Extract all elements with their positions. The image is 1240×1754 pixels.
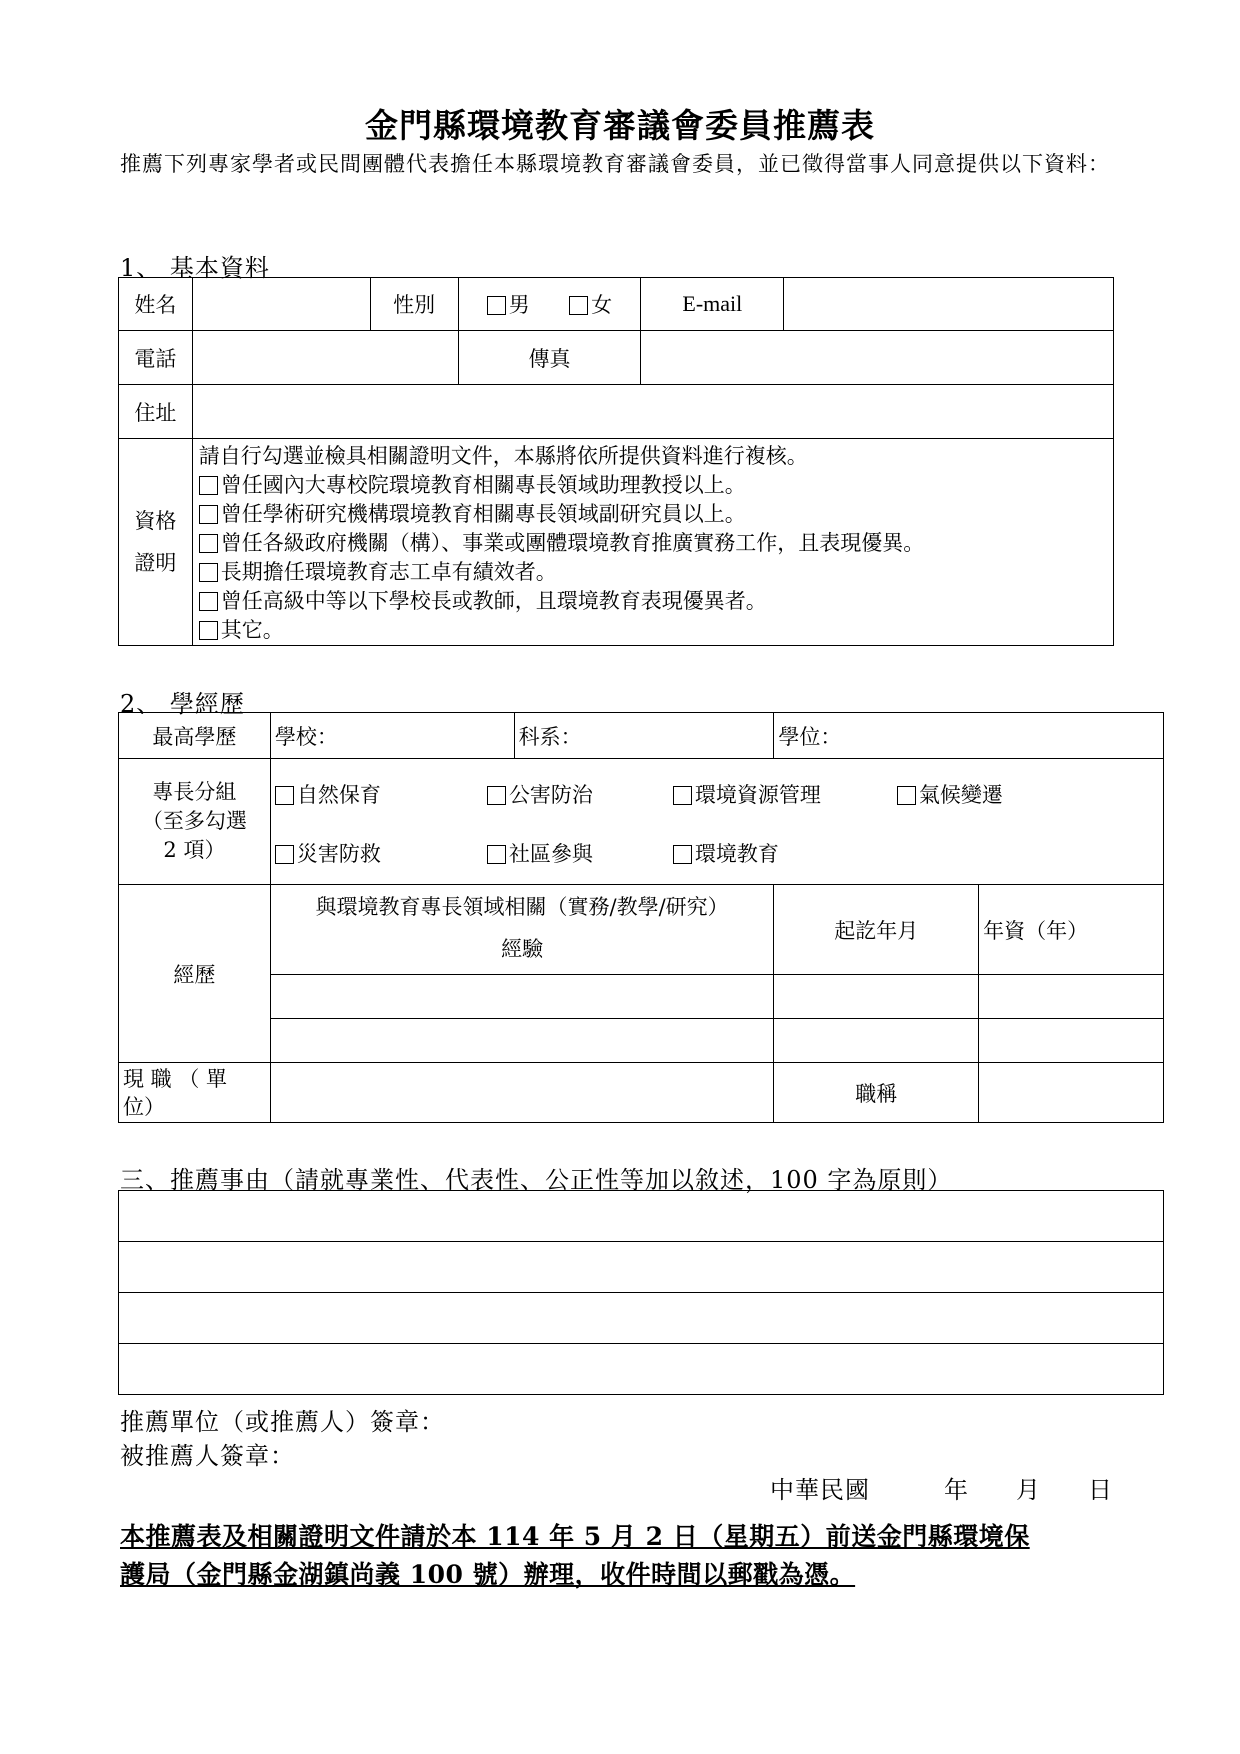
specialty-checkbox[interactable] [275, 786, 294, 805]
specialty-checkbox[interactable] [673, 845, 692, 864]
period-field[interactable] [774, 1019, 979, 1063]
female-checkbox[interactable] [569, 296, 588, 315]
gender-label: 性別 [370, 278, 458, 331]
qual-item[interactable]: 曾任高級中等以下學校長或教師，且環境教育表現優異者。 [193, 587, 1113, 616]
qual-checkbox[interactable] [199, 505, 218, 524]
specialty-item[interactable]: 公害防治 [487, 779, 593, 809]
experience-label: 經歷 [119, 885, 271, 1063]
fax-field[interactable] [641, 331, 1114, 385]
years-field[interactable] [979, 1019, 1164, 1063]
reason-table [118, 1190, 1164, 1395]
qualification-label: 資格 證明 [119, 439, 193, 646]
gender-options [458, 278, 641, 331]
years-label: 年資（年） [979, 885, 1164, 975]
job-title-label: 職稱 [774, 1063, 979, 1123]
specialty-checkbox[interactable] [487, 786, 506, 805]
experience-field[interactable] [270, 1019, 773, 1063]
date-year: 年 [944, 1476, 969, 1504]
specialty-item[interactable]: 社區參與 [487, 838, 593, 868]
specialty-checkbox[interactable] [487, 845, 506, 864]
female-label: 女 [591, 293, 613, 317]
date-month: 月 [1016, 1476, 1041, 1504]
male-checkbox[interactable] [487, 296, 506, 315]
email-field[interactable] [784, 278, 1114, 331]
qual-item[interactable]: 其它。 [193, 616, 1113, 645]
section1-heading: 1、 基本資料 [120, 254, 270, 282]
edu-label: 最高學歷 [119, 713, 271, 759]
qual-checkbox[interactable] [199, 592, 218, 611]
reason-line[interactable] [119, 1344, 1164, 1395]
fax-label: 傳真 [458, 331, 641, 385]
qual-item[interactable]: 曾任學術研究機構環境教育相關專長領域副研究員以上。 [193, 500, 1113, 529]
name-label: 姓名 [119, 278, 193, 331]
specialty-checkbox[interactable] [897, 786, 916, 805]
period-label: 起訖年月 [774, 885, 979, 975]
specialty-checkbox[interactable] [275, 845, 294, 864]
specialty-label: 專長分組 （至多勾選 2 項） [119, 759, 271, 885]
qual-checkbox[interactable] [199, 621, 218, 640]
email-label: E-mail [641, 278, 784, 331]
submission-note: 本推薦表及相關證明文件請於本 114 年 5 月 2 日（星期五）前送金門縣環境保 護局（金門縣金湖鎮尚義 100 號）辦理，收件時間以郵戳為憑。 [120, 1522, 1030, 1589]
experience-field[interactable] [270, 975, 773, 1019]
specialty-item[interactable]: 災害防救 [275, 838, 381, 868]
qual-checkbox[interactable] [199, 563, 218, 582]
job-title-field[interactable] [979, 1063, 1164, 1123]
address-field[interactable] [192, 385, 1113, 439]
specialty-item[interactable]: 環境資源管理 [673, 779, 821, 809]
qual-item[interactable]: 曾任國內大專校院環境教育相關專長領域助理教授以上。 [193, 471, 1113, 500]
phone-label: 電話 [119, 331, 193, 385]
education-table [118, 712, 1164, 1123]
section2-heading: 2、 學經歷 [120, 690, 245, 718]
degree-field[interactable]: 學位： [774, 713, 1164, 759]
name-field[interactable] [192, 278, 370, 331]
nominee-signature: 被推薦人簽章： [120, 1442, 295, 1470]
current-job-label: 現 職 （ 單 位） [119, 1063, 271, 1123]
phone-field[interactable] [192, 331, 458, 385]
date-prefix: 中華民國 [770, 1476, 870, 1504]
qual-checkbox[interactable] [199, 476, 218, 495]
reason-line[interactable] [119, 1293, 1164, 1344]
qual-item[interactable]: 曾任各級政府機關（構）、事業或團體環境教育推廣實務工作，且表現優異。 [193, 529, 1113, 558]
dept-field[interactable]: 科系： [514, 713, 774, 759]
date-day: 日 [1088, 1476, 1113, 1504]
intro-text: 推薦下列專家學者或民間團體代表擔任本縣環境教育審議會委員，並已徵得當事人同意提供以下資料： [120, 152, 1110, 176]
reason-line[interactable] [119, 1242, 1164, 1293]
qual-item[interactable]: 長期擔任環境教育志工卓有績效者。 [193, 558, 1113, 587]
period-field[interactable] [774, 975, 979, 1019]
school-field[interactable]: 學校： [270, 713, 514, 759]
section3-heading: 三、推薦事由（請就專業性、代表性、公正性等加以敘述，100 字為原則） [120, 1166, 953, 1194]
reason-line[interactable] [119, 1191, 1164, 1242]
male-label: 男 [508, 293, 530, 317]
years-field[interactable] [979, 975, 1164, 1019]
recommender-signature: 推薦單位（或推薦人）簽章： [120, 1408, 445, 1436]
current-job-field[interactable] [270, 1063, 773, 1123]
qual-checkbox[interactable] [199, 534, 218, 553]
address-label: 住址 [119, 385, 193, 439]
specialty-checkbox[interactable] [673, 786, 692, 805]
specialty-options [270, 759, 1163, 885]
experience-header: 與環境教育專長領域相關（實務/教學/研究） 經驗 [270, 885, 773, 975]
specialty-item[interactable]: 環境教育 [673, 838, 779, 868]
qualification-cell [192, 439, 1113, 646]
specialty-item[interactable]: 氣候變遷 [897, 779, 1003, 809]
basic-info-table [118, 277, 1114, 646]
page-title: 金門縣環境教育審議會委員推薦表 [365, 106, 875, 145]
specialty-item[interactable]: 自然保育 [275, 779, 381, 809]
qualification-instruction: 請自行勾選並檢具相關證明文件，本縣將依所提供資料進行複核。 [198, 444, 808, 468]
